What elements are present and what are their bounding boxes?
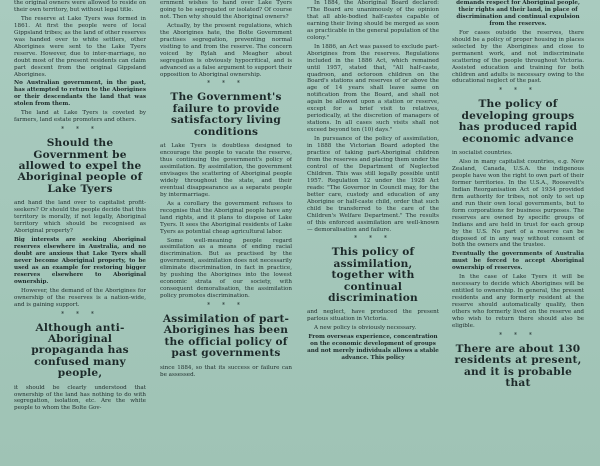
section-divider-stars: * * * (354, 235, 392, 243)
bold-statement: demands respect for Aboriginal people, their rights and their land, in place of discrimination and continual expulsion from the reserves. (456, 0, 580, 27)
body-paragraph: at Lake Tyers is doubtless designed to encourage the people to vacate the reserve, thus continuing the government's policy of assimilation. By assimilation, the government envisages the scattering of Aboriginal people widely throughout the state, and their eventual disappearance as a separate people by intermarriage. (160, 143, 292, 198)
body-paragraph: In the case of Lake Tyers it will be necessary to decide which Aborigines will be entitled to ownership. In general, the present residents and any formerly resident at the reserve should automatically qualify, then others who formerly lived on the reserve and who wish to return there should also be eligible. (452, 274, 584, 329)
body-paragraph: Some well-meaning people regard assimilation as a means of ending racial discrimination. But as practised by the government, assimilation does not necessarily eliminate discrimination, in fact in practice, by pushing the Aborigines into the lowest economic strata of our society, with consequent demoralisation, the assimilation policy promotes discrimination. (160, 237, 292, 300)
body-paragraph: However, the demand of the Aborigines for ownership of the reserves is a nation-wide, and is gaining support. (14, 287, 146, 308)
bold-statement: From overseas experience, concentration on the economic development of groups and not merely individuals allows a stable advance. This policy (307, 334, 439, 362)
section-heading: Assimilation of part-Aborigines has been the official policy of past governments (162, 313, 290, 360)
section-divider-stars: * * * (207, 80, 245, 88)
body-paragraph: and neglect, have produced the present parlous situation in Victoria. (307, 309, 439, 323)
bold-statement: No Australian government, in the past, has attempted to return to the Aborigines or their descendants the land that was stolen from them. (14, 80, 146, 108)
section-heading: There are about 130 residents at present, and it is probable that (454, 342, 582, 390)
body-paragraph: For cases outside the reserves, there should be a policy of proper housing in places selected by the Aborigines and close to permanent work, and not indiscriminate scattering of the people throughout Victoria. Assisted education and training for both children and adults is necessary owing to the educational neglect of the past. (452, 29, 584, 85)
body-paragraph: it should be clearly understood that ownership of the land has nothing to do with segregation, isolation, etc. Are the white people to whom the Bolte Gov- (14, 384, 146, 412)
body-paragraph: A new policy is obviously necessary. (314, 325, 417, 332)
body-paragraph: The reserve at Lake Tyers was formed in 1861. At first the people were of local Gippsland tribes; as the land of other reserves was handed over to white settlers, other Aborigines were sent to the Lake Tyers reserve. However, due to inter-marriage, no doubt most of the present residents can claim part descent from the original Gippsland Aborigines. (14, 15, 146, 78)
body-paragraph: In pursuance of the policy of assimilation, in 1888 the Victorian Board adopted the practice of taking part-Aboriginal children from the reserves and placing them under the control of the Department of Neglected Children. This was still legally possible until 1957. Regulation 12 under the 1928 Act reads: "The Governor in Council may, for the better care, custody and education of any Aborigine or half-caste child, order that such child be transferred to the care of the Children's Welfare Department." The results of this enforced assimilation are well-known — demoralisation and failure. (307, 136, 439, 233)
section-divider-stars: * * * (61, 310, 99, 318)
column-2 (160, 0, 292, 466)
body-paragraph: The land at Lake Tyers is coveted by farmers, land estate promoters and others. (14, 110, 146, 124)
body-paragraph: Also in many capitalist countries, e.g. New Zealand, Canada, U.S.A. the indigenous people have won the right to own part of their former territories. In the U.S.A., Roosevelt's Indian Reorganisation Act of 1934 provided firm authority for tribes, not only to set up and run their own local governments, but to form corporations for business purposes. The reserves are owned by specific groups of Indians and are held in trust for each group by the U.S. No part of a reserve can be disposed of in any way without consent of both the owners and the trustee. (452, 159, 584, 249)
body-paragraph: the original owners were allowed to reside on their own territory, but without legal title. (14, 0, 146, 13)
section-divider-stars: * * * (207, 302, 245, 310)
body-paragraph: In 1884, the Aboriginal Board declared: "The Board are unanimously of the opinion that all able-bodied half-castes capable of earning their living should be merged as soon as practicable in the general population of the colony." (307, 0, 439, 41)
body-paragraph: As a corollary the government refuses to recognise that the Aboriginal people have any land rights, and it plans to dispose of Lake Tyers. It sees the Aboriginal residents of Lake Tyers as potential cheap agricultural labor. (160, 200, 292, 235)
body-paragraph: since 1884, so that its success or failure can be assessed. (160, 364, 292, 378)
section-heading: Although anti-Aboriginal propaganda has confused many people, (31, 321, 129, 380)
section-heading: Should the Government be allowed to expel the Aboriginal people of Lake Tyers (17, 137, 143, 195)
section-heading: The policy of developing groups has produced rapid economic advance (458, 98, 578, 145)
bold-statement: Eventually the governments of Australia must be forced to accept Aboriginal ownership of reserves. (452, 251, 584, 272)
section-heading: This policy of assimilation, together with continual discrimination (328, 246, 418, 305)
column-3 (307, 0, 439, 466)
column-1 (14, 0, 146, 466)
body-paragraph: ernment wishes to hand over Lake Tyers going to be segregated or isolated? Of course not. Then why should the Aboriginal owners? (160, 0, 292, 20)
body-paragraph: Actually, by the present regulations, which the Aborigines hate, the Bolte Government practises segregation, preventing normal visiting to and from the reserve. The concern voiced by Rylah and Meagher about segregation is obviously hypocritical, and is advanced as a false argument to support their opposition to Aboriginal ownership. (160, 22, 292, 78)
section-divider-stars: * * * (499, 331, 537, 339)
section-divider-stars: * * * (61, 126, 99, 134)
section-heading: The Government's failure to provide satisfactory living conditions (170, 91, 282, 138)
body-paragraph: and hand the land over to capitalist profit-seekers? Or should the people decide that this territory is morally, if not legally, Aboriginal territory which should be recognised as Aboriginal property? (14, 200, 146, 235)
column-4 (452, 0, 584, 466)
section-divider-stars: * * * (499, 87, 537, 95)
body-paragraph: in socialist countries. (452, 150, 513, 157)
bold-statement: Big interests are seeking Aboriginal reserves elsewhere in Australia, and no doubt are anxious that Lake Tyers shall never become Aboriginal property, to be used as an example for restoring bigger reserves elsewhere to Aboriginal ownership. (14, 237, 146, 285)
body-paragraph: In 1886, an Act was passed to exclude part-Aborigines from the reserves. Regulations included in the 1886 Act, which remained until 1957, stated that, "All half-caste, quadroon, and octoroon children on the Board's stations and reserves of or above the age of 14 years shall leave same on notification from the Board, and shall not again be allowed upon a station or reserve, except for a brief visit to relatives, periodically, at the discretion of managers of stations. In all cases such visits shall not exceed beyond ten (10) days." (307, 43, 439, 134)
